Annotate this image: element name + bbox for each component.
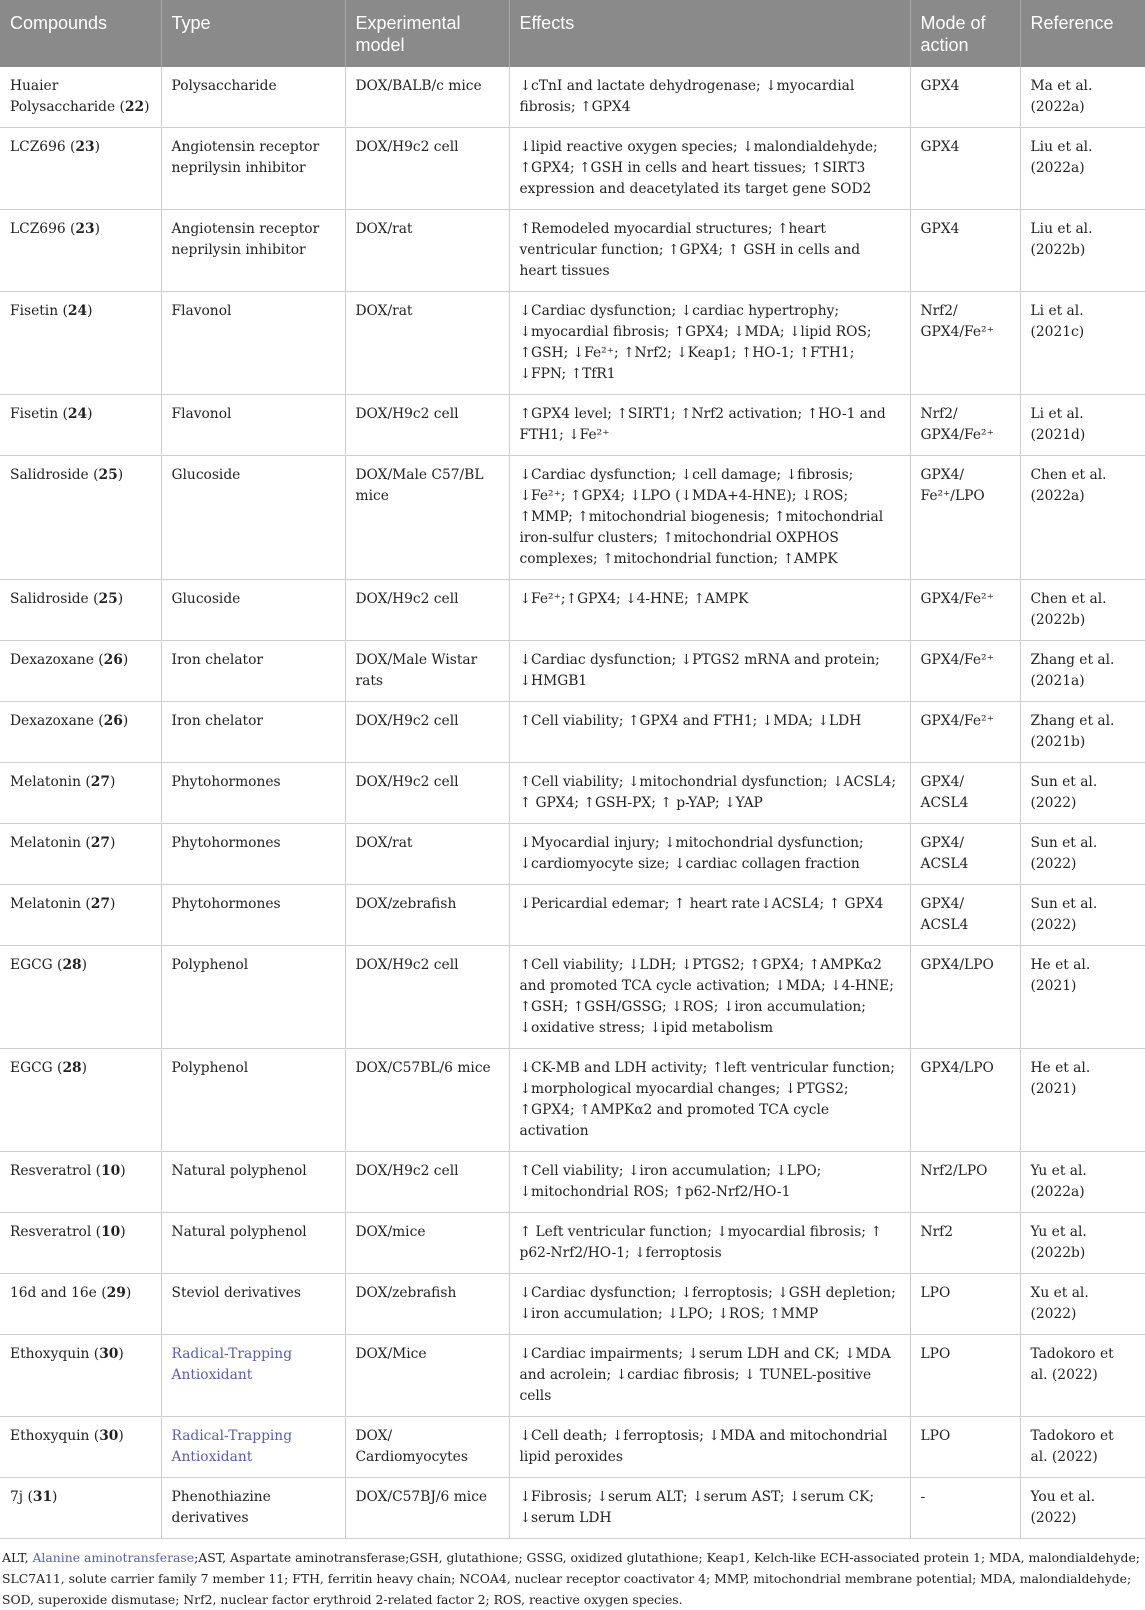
footnote-text: ;AST, Aspartate aminotransferase;GSH, glutathione; GSSG, oxidized glutathione; Keap1, Kelch-like ECH-associated protein 1; MDA, malondialdehyde; SLC7A11, solute carrier family 7 member 11; FTH, ferritin heavy chain; NCOA4, nuclear receptor coactivator 4; MMP, mitochondrial membrane potential; MDA, malondialdehyde; SOD, superoxide dismutase; Nrf2, nuclear factor erythroid 2-related factor 2; ROS, reactive oxygen species. <box>2 1550 1140 1607</box>
cell-compound: EGCG (28) <box>0 946 161 1049</box>
cell-type: Natural polyphenol <box>161 1213 345 1274</box>
compound-number: 29 <box>106 1285 126 1301</box>
table-footnote <box>0 1538 1145 1610</box>
compound-number: 10 <box>101 1163 121 1179</box>
cell-effects: ↑Cell viability; ↓LDH; ↓PTGS2; ↑GPX4; ↑AMPKα2 and promoted TCA cycle activation; ↓MDA; ↓4-HNE; ↑GSH; ↑GSH/GSSG; ↓ROS; ↓iron accumulation; ↓oxidative stress; ↓ipid metabolism <box>509 946 910 1049</box>
compound-number: 25 <box>98 591 118 607</box>
cell-compound: Fisetin (24) <box>0 292 161 395</box>
cell-mode-of-action: GPX4 <box>910 210 1020 292</box>
cell-mode-of-action: GPX4/ Fe²⁺/LPO <box>910 456 1020 580</box>
compound-number: 28 <box>62 957 82 973</box>
cell-type: Flavonol <box>161 395 345 456</box>
compound-number: 25 <box>98 467 118 483</box>
table-row <box>0 456 1145 580</box>
compound-name: EGCG <box>10 957 53 973</box>
cell-compound: Dexazoxane (26) <box>0 702 161 763</box>
compound-name: Melatonin <box>10 835 81 851</box>
cell-effects: ↓Fe²⁺;↑GPX4; ↓4-HNE; ↑AMPK <box>509 580 910 641</box>
table-body <box>0 67 1145 1538</box>
cell-mode-of-action: - <box>910 1478 1020 1539</box>
table-row <box>0 1417 1145 1478</box>
cell-type[interactable]: Radical-Trapping Antioxidant <box>161 1335 345 1417</box>
cell-reference: He et al. (2021) <box>1020 946 1145 1049</box>
cell-compound: Ethoxyquin (30) <box>0 1417 161 1478</box>
cell-type: Phytohormones <box>161 824 345 885</box>
cell-mode-of-action: GPX4/ ACSL4 <box>910 824 1020 885</box>
cell-effects: ↓Cardiac impairments; ↓serum LDH and CK; ↓MDA and acrolein; ↓cardiac fibrosis; ↓ TUNEL-positive cells <box>509 1335 910 1417</box>
cell-effects: ↑ Left ventricular function; ↓myocardial fibrosis; ↑ p62-Nrf2/HO-1; ↓ferroptosis <box>509 1213 910 1274</box>
cell-effects: ↓Fibrosis; ↓serum ALT; ↓serum AST; ↓serum CK; ↓serum LDH <box>509 1478 910 1539</box>
compound-number: 24 <box>67 406 88 422</box>
cell-mode-of-action: LPO <box>910 1417 1020 1478</box>
compound-number: 30 <box>99 1428 119 1444</box>
cell-reference: Sun et al. (2022) <box>1020 763 1145 824</box>
table-row <box>0 1213 1145 1274</box>
cell-effects: ↓CK-MB and LDH activity; ↑left ventricular function; ↓morphological myocardial changes; ↓PTGS2; ↑GPX4; ↑AMPKα2 and promoted TCA cycle activation <box>509 1049 910 1152</box>
cell-reference: He et al. (2021) <box>1020 1049 1145 1152</box>
cell-reference: Yu et al. (2022a) <box>1020 1152 1145 1213</box>
cell-mode-of-action: LPO <box>910 1335 1020 1417</box>
cell-type: Phenothiazine derivatives <box>161 1478 345 1539</box>
cell-reference: Chen et al. (2022b) <box>1020 580 1145 641</box>
table-row <box>0 292 1145 395</box>
cell-reference: Zhang et al. (2021a) <box>1020 641 1145 702</box>
cell-experimental-model: DOX/H9c2 cell <box>345 395 509 456</box>
footnote-prefix: ALT, <box>2 1550 33 1565</box>
table-row <box>0 580 1145 641</box>
compound-number: 31 <box>32 1489 53 1505</box>
cell-experimental-model: DOX/mice <box>345 1213 509 1274</box>
compound-number: 30 <box>99 1346 119 1362</box>
cell-mode-of-action: GPX4/Fe²⁺ <box>910 702 1020 763</box>
cell-effects: ↓Cardiac dysfunction; ↓cardiac hypertrophy; ↓myocardial fibrosis; ↑GPX4; ↓MDA; ↓lipid ROS; ↑GSH; ↓Fe²⁺; ↑Nrf2; ↓Keap1; ↑HO-1; ↑FTH1; ↓FPN; ↑TfR1 <box>509 292 910 395</box>
table-row <box>0 763 1145 824</box>
cell-effects: ↓Myocardial injury; ↓mitochondrial dysfunction; ↓cardiomyocyte size; ↓cardiac collagen fraction <box>509 824 910 885</box>
cell-experimental-model: DOX/H9c2 cell <box>345 1152 509 1213</box>
cell-type: Natural polyphenol <box>161 1152 345 1213</box>
cell-effects: ↑Cell viability; ↓mitochondrial dysfunction; ↓ACSL4; ↑ GPX4; ↑GSH-PX; ↑ p-YAP; ↓YAP <box>509 763 910 824</box>
cell-effects: ↓Cardiac dysfunction; ↓PTGS2 mRNA and protein; ↓HMGB1 <box>509 641 910 702</box>
cell-reference: You et al. (2022) <box>1020 1478 1145 1539</box>
cell-experimental-model: DOX/H9c2 cell <box>345 763 509 824</box>
table-row <box>0 1478 1145 1539</box>
cell-type: Iron chelator <box>161 702 345 763</box>
compound-number: 23 <box>75 139 95 155</box>
cell-effects: ↑Cell viability; ↑GPX4 and FTH1; ↓MDA; ↓LDH <box>509 702 910 763</box>
cell-mode-of-action: GPX4/LPO <box>910 946 1020 1049</box>
compound-name: 7j <box>10 1489 24 1505</box>
table-row <box>0 641 1145 702</box>
cell-experimental-model: DOX/Male Wistar rats <box>345 641 509 702</box>
cell-experimental-model: DOX/H9c2 cell <box>345 946 509 1049</box>
compound-number: 27 <box>90 774 110 790</box>
cell-experimental-model: DOX/rat <box>345 210 509 292</box>
cell-effects: ↑GPX4 level; ↑SIRT1; ↑Nrf2 activation; ↑HO-1 and FTH1; ↓Fe²⁺ <box>509 395 910 456</box>
compound-number: 27 <box>90 896 110 912</box>
table-row <box>0 702 1145 763</box>
cell-mode-of-action: GPX4/LPO <box>910 1049 1020 1152</box>
compound-name: Ethoxyquin <box>10 1346 90 1362</box>
cell-mode-of-action: Nrf2/LPO <box>910 1152 1020 1213</box>
header-effects: Effects <box>509 0 910 67</box>
cell-type: Flavonol <box>161 292 345 395</box>
cell-effects: ↓Pericardial edemar; ↑ heart rate↓ACSL4; ↑ GPX4 <box>509 885 910 946</box>
header-type: Type <box>161 0 345 67</box>
cell-type: Phytohormones <box>161 763 345 824</box>
cell-compound: 7j (31) <box>0 1478 161 1539</box>
compound-name: Dexazoxane <box>10 652 94 668</box>
compound-number: 26 <box>103 652 123 668</box>
header-experimental-model: Experimental model <box>345 0 509 67</box>
header-compounds: Compounds <box>0 0 161 67</box>
cell-compound: Melatonin (27) <box>0 824 161 885</box>
compound-number: 27 <box>90 835 110 851</box>
cell-effects: ↑Cell viability; ↓iron accumulation; ↓LPO; ↓mitochondrial ROS; ↑p62-Nrf2/HO-1 <box>509 1152 910 1213</box>
cell-compound: EGCG (28) <box>0 1049 161 1152</box>
compound-number: 22 <box>124 99 145 115</box>
cell-reference: Tadokoro et al. (2022) <box>1020 1335 1145 1417</box>
cell-compound: Resveratrol (10) <box>0 1152 161 1213</box>
table-row <box>0 1152 1145 1213</box>
cell-experimental-model: DOX/zebrafish <box>345 1274 509 1335</box>
footnote-link[interactable]: Alanine aminotransferase <box>32 1550 195 1565</box>
cell-compound: Dexazoxane (26) <box>0 641 161 702</box>
cell-experimental-model: DOX/C57BL/6 mice <box>345 1049 509 1152</box>
cell-experimental-model: DOX/H9c2 cell <box>345 580 509 641</box>
cell-type[interactable]: Radical-Trapping Antioxidant <box>161 1417 345 1478</box>
compound-name: Dexazoxane <box>10 713 94 729</box>
cell-mode-of-action: GPX4/ ACSL4 <box>910 763 1020 824</box>
compound-name: LCZ696 <box>10 221 66 237</box>
compound-name: Fisetin <box>10 406 59 422</box>
cell-reference: Xu et al. (2022) <box>1020 1274 1145 1335</box>
compound-number: 26 <box>103 713 123 729</box>
cell-experimental-model: DOX/rat <box>345 824 509 885</box>
cell-experimental-model: DOX/Male C57/BL mice <box>345 456 509 580</box>
cell-type: Polysaccharide <box>161 67 345 128</box>
cell-effects: ↓Cardiac dysfunction; ↓cell damage; ↓fibrosis; ↓Fe²⁺; ↑GPX4; ↓LPO (↓MDA+4-HNE); ↓ROS; ↑MMP; ↑mitochondrial biogenesis; ↑mitochondrial iron-sulfur clusters; ↑mitochondrial OXPHOS complexes; ↑mitochondrial function; ↑AMPK <box>509 456 910 580</box>
compound-name: Salidroside <box>10 591 89 607</box>
compound-name: Resveratrol <box>10 1163 92 1179</box>
table-header-row <box>0 0 1145 67</box>
table-row <box>0 210 1145 292</box>
cell-type: Polyphenol <box>161 1049 345 1152</box>
cell-type: Glucoside <box>161 580 345 641</box>
cell-type: Steviol derivatives <box>161 1274 345 1335</box>
cell-compound: Fisetin (24) <box>0 395 161 456</box>
compound-name: EGCG <box>10 1060 53 1076</box>
table-row <box>0 1335 1145 1417</box>
compound-name: Salidroside <box>10 467 89 483</box>
cell-experimental-model: DOX/H9c2 cell <box>345 128 509 210</box>
cell-experimental-model: DOX/zebrafish <box>345 885 509 946</box>
cell-compound: Salidroside (25) <box>0 456 161 580</box>
cell-mode-of-action: GPX4 <box>910 67 1020 128</box>
cell-effects: ↓Cardiac dysfunction; ↓ferroptosis; ↓GSH depletion; ↓iron accumulation; ↓LPO; ↓ROS; ↑MMP <box>509 1274 910 1335</box>
cell-compound: Resveratrol (10) <box>0 1213 161 1274</box>
table-row <box>0 1274 1145 1335</box>
table-row <box>0 395 1145 456</box>
cell-compound: 16d and 16e (29) <box>0 1274 161 1335</box>
cell-reference: Li et al. (2021c) <box>1020 292 1145 395</box>
cell-reference: Li et al. (2021d) <box>1020 395 1145 456</box>
header-mode-of-action: Mode of action <box>910 0 1020 67</box>
cell-compound: LCZ696 (23) <box>0 128 161 210</box>
cell-mode-of-action: Nrf2/ GPX4/Fe²⁺ <box>910 395 1020 456</box>
cell-reference: Liu et al. (2022a) <box>1020 128 1145 210</box>
cell-reference: Tadokoro et al. (2022) <box>1020 1417 1145 1478</box>
cell-compound: Salidroside (25) <box>0 580 161 641</box>
compound-name: Melatonin <box>10 896 81 912</box>
cell-mode-of-action: GPX4/Fe²⁺ <box>910 580 1020 641</box>
cell-reference: Sun et al. (2022) <box>1020 885 1145 946</box>
cell-experimental-model: DOX/BALB/c mice <box>345 67 509 128</box>
cell-reference: Zhang et al. (2021b) <box>1020 702 1145 763</box>
cell-experimental-model: DOX/Mice <box>345 1335 509 1417</box>
cell-mode-of-action: Nrf2 <box>910 1213 1020 1274</box>
compound-name: Fisetin <box>10 303 59 319</box>
cell-mode-of-action: GPX4/ ACSL4 <box>910 885 1020 946</box>
cell-experimental-model: DOX/rat <box>345 292 509 395</box>
cell-compound: Ethoxyquin (30) <box>0 1335 161 1417</box>
table-row <box>0 885 1145 946</box>
cell-type: Polyphenol <box>161 946 345 1049</box>
compound-number: 23 <box>75 221 95 237</box>
compound-number: 28 <box>62 1060 82 1076</box>
cell-type: Angiotensin receptor neprilysin inhibitor <box>161 128 345 210</box>
table-row <box>0 67 1145 128</box>
cell-mode-of-action: Nrf2/ GPX4/Fe²⁺ <box>910 292 1020 395</box>
compound-number: 10 <box>101 1224 121 1240</box>
cell-reference: Liu et al. (2022b) <box>1020 210 1145 292</box>
cell-mode-of-action: GPX4 <box>910 128 1020 210</box>
cell-experimental-model: DOX/H9c2 cell <box>345 702 509 763</box>
cell-mode-of-action: GPX4/Fe²⁺ <box>910 641 1020 702</box>
table-row <box>0 128 1145 210</box>
cell-compound: Melatonin (27) <box>0 885 161 946</box>
cell-effects: ↓lipid reactive oxygen species; ↓malondialdehyde; ↑GPX4; ↑GSH in cells and heart tissues; ↑SIRT3 expression and deacetylated its target gene SOD2 <box>509 128 910 210</box>
cell-experimental-model: DOX/C57BJ/6 mice <box>345 1478 509 1539</box>
cell-type: Angiotensin receptor neprilysin inhibitor <box>161 210 345 292</box>
cell-reference: Chen et al. (2022a) <box>1020 456 1145 580</box>
compound-name: 16d and 16e <box>10 1285 97 1301</box>
cell-effects: ↓Cell death; ↓ferroptosis; ↓MDA and mitochondrial lipid peroxides <box>509 1417 910 1478</box>
cell-type: Phytohormones <box>161 885 345 946</box>
cell-type: Iron chelator <box>161 641 345 702</box>
compound-number: 24 <box>67 303 88 319</box>
compound-name: LCZ696 <box>10 139 66 155</box>
cell-reference: Yu et al. (2022b) <box>1020 1213 1145 1274</box>
cell-mode-of-action: LPO <box>910 1274 1020 1335</box>
header-reference: Reference <box>1020 0 1145 67</box>
cell-reference: Ma et al. (2022a) <box>1030 78 1093 115</box>
cell-compound: Huaier Polysaccharide (22) <box>0 67 161 128</box>
cell-effects: ↓cTnI and lactate dehydrogenase; ↓myocardial fibrosis; ↑GPX4 <box>509 67 910 128</box>
compound-name: Huaier Polysaccharide <box>10 78 116 115</box>
cell-compound: LCZ696 (23) <box>0 210 161 292</box>
cell-reference: Sun et al. (2022) <box>1020 824 1145 885</box>
table-row <box>0 1049 1145 1152</box>
compound-name: Ethoxyquin <box>10 1428 90 1444</box>
cell-type: Glucoside <box>161 456 345 580</box>
compound-name: Melatonin <box>10 774 81 790</box>
cell-experimental-model: DOX/ Cardiomyocytes <box>345 1417 509 1478</box>
cell-effects: ↑Remodeled myocardial structures; ↑heart ventricular function; ↑GPX4; ↑ GSH in cells and heart tissues <box>509 210 910 292</box>
table-row <box>0 946 1145 1049</box>
table-row <box>0 824 1145 885</box>
compound-name: Resveratrol <box>10 1224 92 1240</box>
cell-compound: Melatonin (27) <box>0 763 161 824</box>
